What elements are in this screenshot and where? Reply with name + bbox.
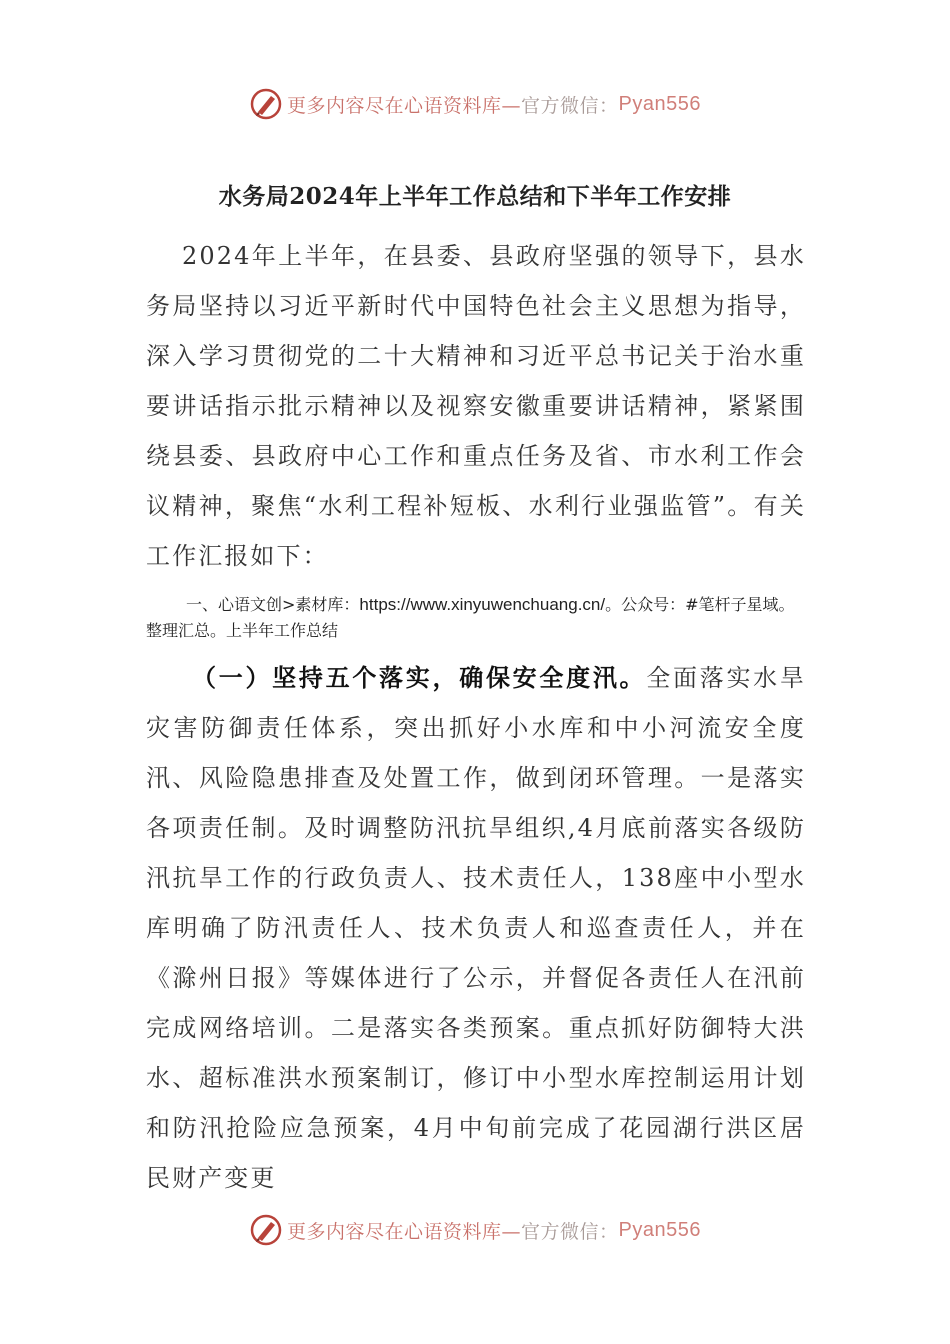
section-1-paragraph [146, 653, 806, 1203]
header-banner [0, 84, 950, 124]
banner-wechat-label: 官方微信： [521, 1220, 619, 1243]
source-note [146, 592, 806, 644]
banner-text: 更多内容尽在心语资料库— [287, 94, 522, 117]
footer-banner [0, 1210, 950, 1250]
section-1-heading: （一）坚持五个落实，确保安全度汛。 [192, 663, 647, 692]
note-url: https://www.xinyuwenchuang.cn/ [359, 595, 606, 614]
intro-paragraph: 2024年上半年，在县委、县政府坚强的领导下，县水务局坚持以习近平新时代中国特色社会主义思想为指导，深入学习贯彻党的二十大精神和习近平总书记关于治水重要讲话指示批示精神以及视察安徽重要讲话精神，紧紧围绕县委、县政府中心工作和重点任务及省、市水利工作会议精神，聚焦“水利工程补短板、水利行业强监管”。有关工作汇报如下： [146, 242, 806, 570]
pen-logo-icon [249, 1213, 283, 1247]
note-prefix: 一、心语文创>素材库： [186, 595, 360, 614]
banner-wechat-id: Pyan556 [618, 92, 701, 115]
banner-text: 更多内容尽在心语资料库— [287, 1220, 522, 1243]
section-1-body: 全面落实水旱灾害防御责任体系，突出抓好小水库和中小河流安全度汛、风险隐患排查及处置工作，做到闭环管理。一是落实各项责任制。及时调整防汛抗旱组织,4月底前落实各级防汛抗旱工作的行政负责人、技术责任人，138座中小型水库明确了防汛责任人、技术负责人和巡查责任人，并在《滁州日报》等媒体进行了公示，并督促各责任人在汛前完成网络培训。二是落实各类预案。重点抓好防御特大洪水、超标准洪水预案制订，修订中小型水库控制运用计划和防汛抢险应急预案，4月中旬前完成了花园湖行洪区居民财产变更 [146, 664, 806, 1192]
pen-logo-icon [249, 87, 283, 121]
banner-wechat-id: Pyan556 [618, 1218, 701, 1241]
document-title: 水务局2024年上半年工作总结和下半年工作安排 [218, 183, 732, 210]
banner-wechat-label: 官方微信： [521, 94, 619, 117]
note-suffix: 。公众号：#笔杆子星域。整理汇总。上半年工作总结 [146, 595, 795, 640]
